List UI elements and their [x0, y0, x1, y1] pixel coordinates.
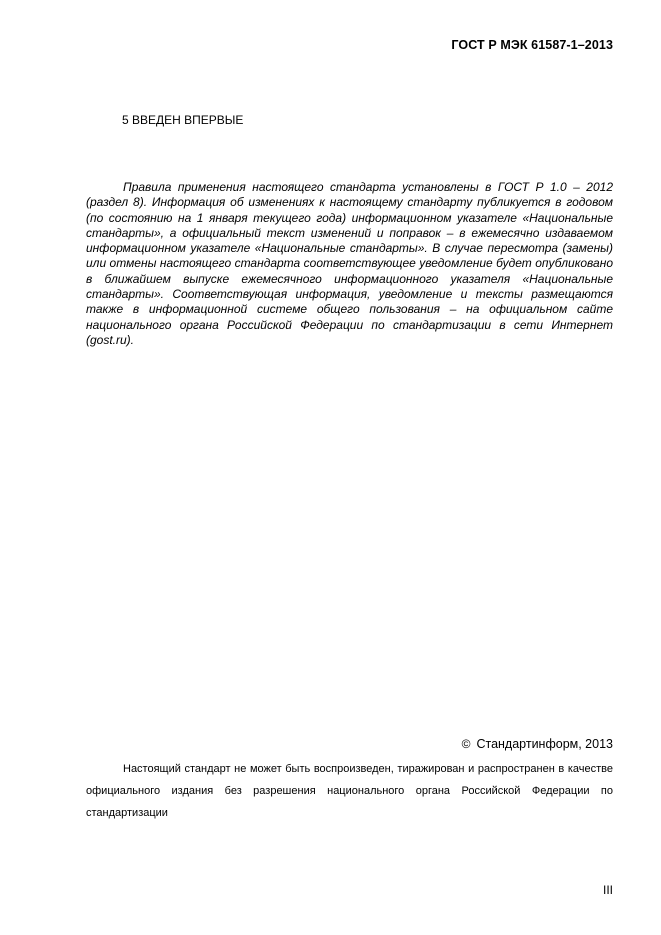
page-number: III [602, 883, 613, 897]
intro-statement: 5 ВВЕДЕН ВПЕРВЫЕ [122, 113, 244, 127]
copyright-icon: © [461, 737, 471, 751]
copyright-text: Стандартинформ, 2013 [476, 737, 613, 751]
document-code: ГОСТ Р МЭК 61587-1–2013 [451, 38, 613, 52]
rules-paragraph: Правила применения настоящего стандарта установлены в ГОСТ Р 1.0 – 2012 (раздел 8). Информация об изменениях к настоящему стандарту публикуется в годовом (по состоянию на 1 января текущего года) информационном указателе «Национальные стандарты», а официальный текст изменений и поправок – в ежемесячно издаваемом информационном указателе «Национальные стандарты». В случае пересмотра (замены) или отмены настоящего стандарта соответствующее уведомление будет опубликовано в ближайшем выпуске ежемесячного информационного указателя «Национальные стандарты». Соответствующая информация, уведомление и тексты размещаются также в информационной системе общего пользования – на официальном сайте национального органа Российской Федерации по стандартизации в сети Интернет (gost.ru). [86, 180, 613, 347]
copyright-line [462, 737, 613, 751]
reproduction-notice: Настоящий стандарт не может быть воспроизведен, тиражирован и распространен в качестве официального издания без разрешения национального органа Российской Федерации по стандартизации [86, 763, 613, 819]
